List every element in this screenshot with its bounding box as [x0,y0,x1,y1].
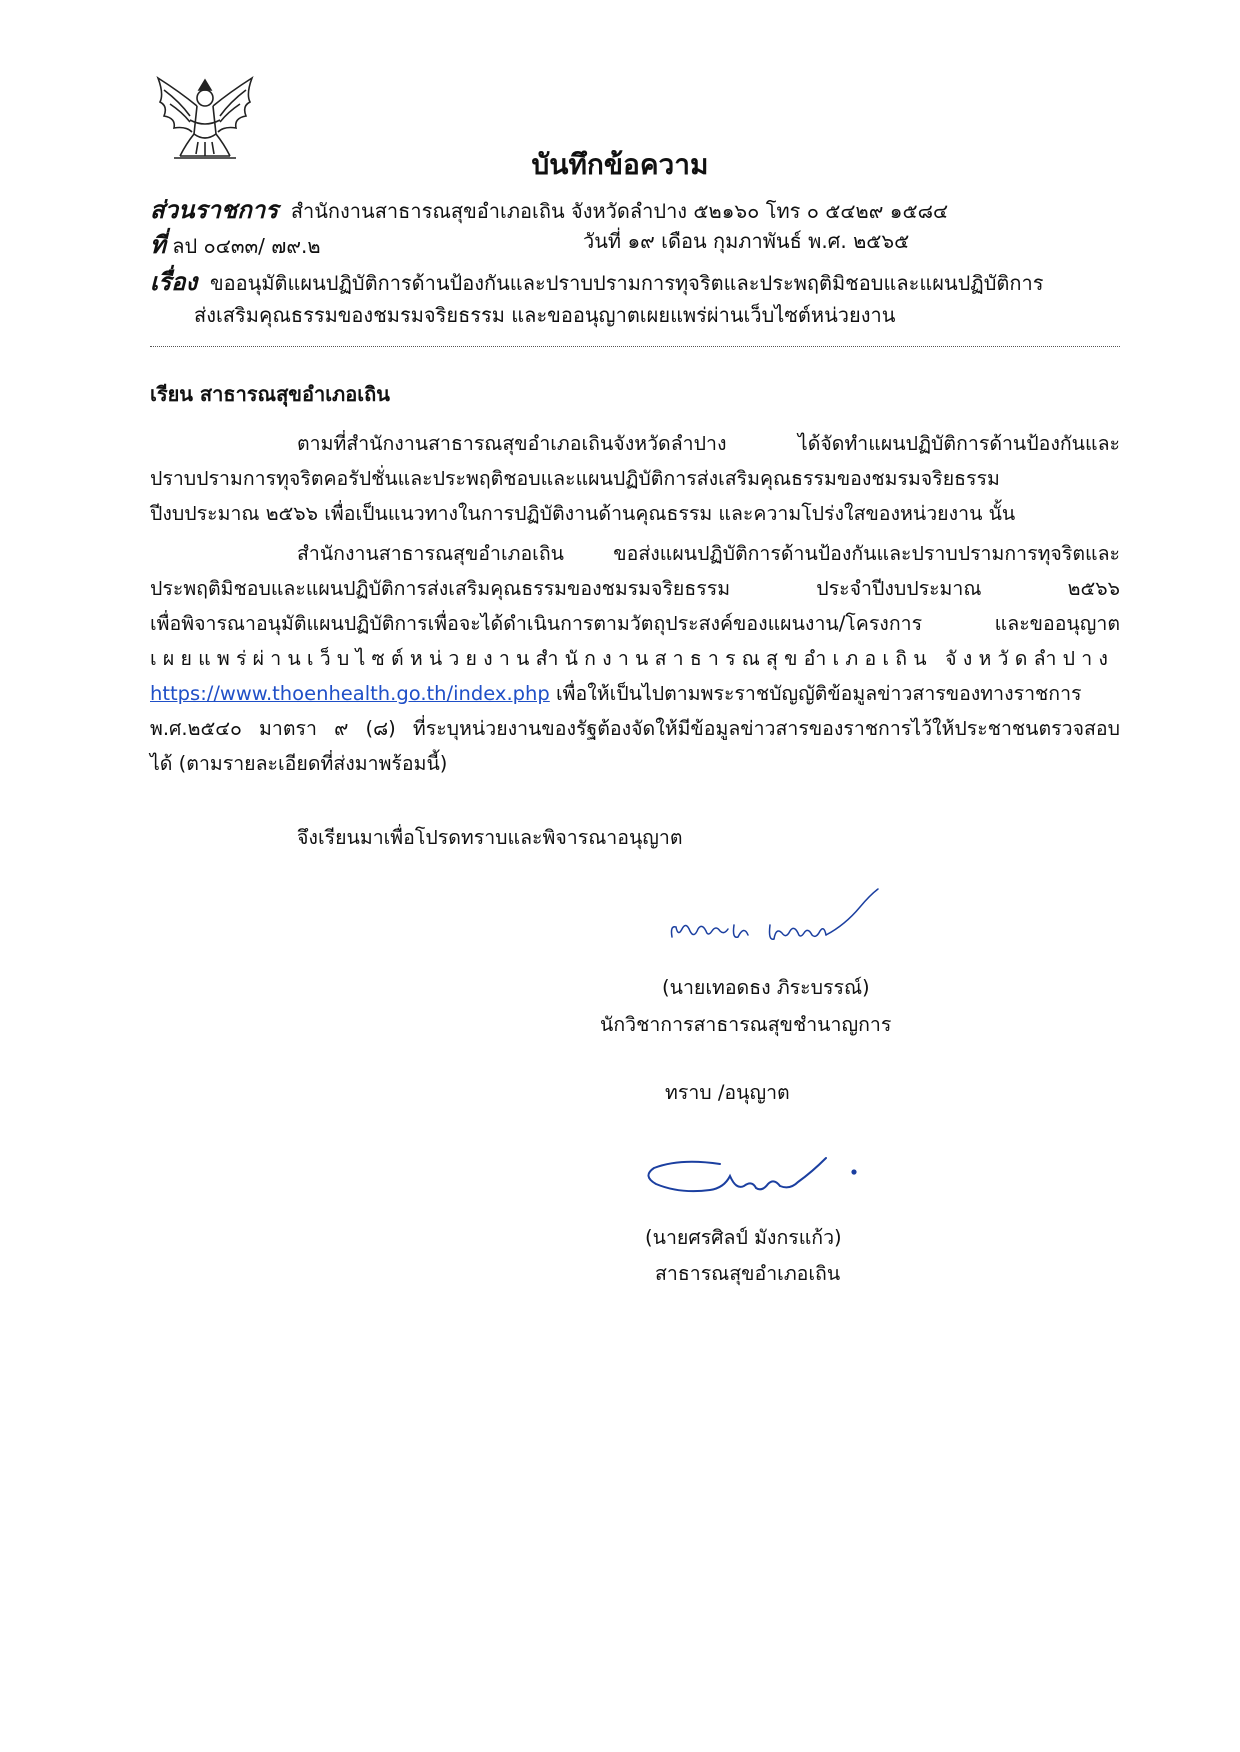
document-title: บันทึกข้อความ [531,148,709,181]
signer-1-name: (นายเทอดธง ภิระบรรณ์) [662,976,870,999]
body-line: ได้ (ตามรายละเอียดที่ส่งมาพร้อมนี้) [150,752,448,775]
signer-2-name: (นายศรศิลป์ มังกรแก้ว) [645,1226,842,1249]
subject-text-line1: ขออนุมัติแผนปฏิบัติการด้านป้องกันและปราบปรามการทุจริตและประพฤติมิชอบและแผนปฏิบัติการ [209,271,1044,295]
signature-2-image [640,1132,870,1222]
header-divider [150,346,1120,347]
body-line: เพื่อพิจารณาอนุมัติแผนปฏิบัติการเพื่อจะได้ดำเนินการตามวัตถุประสงค์ของแผนงาน/โครงการ และขออนุญาต [150,612,1120,635]
subject-label: เรื่อง [150,268,198,296]
body-line: เผยแพร่ผ่านเว็บไซต์หน่วยงานสำนักงานสาธารณสุขอำเภอเถิน จังหวัดลำปาง [150,647,1115,670]
agency-label: ส่วนราชการ [150,196,279,224]
body-line: ตามที่สำนักงานสาธารณสุขอำเภอเถินจังหวัดลำปาง ได้จัดทำแผนปฏิบัติการด้านป้องกันและ [297,432,1120,455]
website-link[interactable]: https://www.thoenhealth.go.th/index.php [150,682,550,705]
reference-line [150,225,321,264]
agency-value: สำนักงานสาธารณสุขอำเภอเถิน จังหวัดลำปาง ๕๒๑๖๐ โทร ๐ ๕๔๒๙ ๑๕๘๔ [290,199,949,223]
reference-label: ที่ [150,231,166,259]
approval-text: ทราบ /อนุญาต [665,1081,790,1104]
body-line: ปราบปรามการทุจริตคอรัปชั่นและประพฤติชอบและแผนปฏิบัติการส่งเสริมคุณธรรมของชมรมจริยธรรม [150,467,1000,490]
subject-text-line2: ส่งเสริมคุณธรรมของชมรมจริยธรรม และขออนุญาตเผยแพร่ผ่านเว็บไซต์หน่วยงาน [194,303,896,327]
agency-line [150,190,948,229]
body-line: พ.ศ.๒๕๔๐ มาตรา ๙ (๘) ที่ระบุหน่วยงานของรัฐต้องจัดให้มีข้อมูลข่าวสารของราชการไว้ให้ประชาชนตรวจสอบ [150,717,1120,740]
salutation: เรียน สาธารณสุขอำเภอเถิน [150,382,390,406]
link-line [150,676,1120,711]
body-line: ปีงบประมาณ ๒๕๖๖ เพื่อเป็นแนวทางในการปฏิบัติงานด้านคุณธรรม และความโปร่งใสของหน่วยงาน นั้น [150,502,1016,525]
reference-value: ลป ๐๔๓๓/ ๗๙.๒ [172,234,321,258]
body-line: เพื่อให้เป็นไปตามพระราชบัญญัติข้อมูลข่าวสารของทางราชการ [549,682,1082,705]
closing-sentence: จึงเรียนมาเพื่อโปรดทราบและพิจารณาอนุญาต [297,826,683,849]
signer-1-position: นักวิชาการสาธารณสุขชำนาญการ [600,1013,892,1036]
signer-2-position: สาธารณสุขอำเภอเถิน [655,1262,841,1285]
subject-line [150,262,1044,301]
body-line: ประพฤติมิชอบและแผนปฏิบัติการส่งเสริมคุณธรรมของชมรมจริยธรรม ประจำปีงบประมาณ ๒๕๖๖ [150,577,1120,600]
signature-1-image [660,885,890,970]
body-paragraph-1 [150,426,1120,531]
date-line: วันที่ ๑๙ เดือน กุมภาพันธ์ พ.ศ. ๒๕๖๕ [583,229,910,253]
body-paragraph-2 [150,536,1120,781]
body-line: สำนักงานสาธารณสุขอำเภอเถิน ขอส่งแผนปฏิบัติการด้านป้องกันและปราบปรามการทุจริตและ [297,542,1120,565]
